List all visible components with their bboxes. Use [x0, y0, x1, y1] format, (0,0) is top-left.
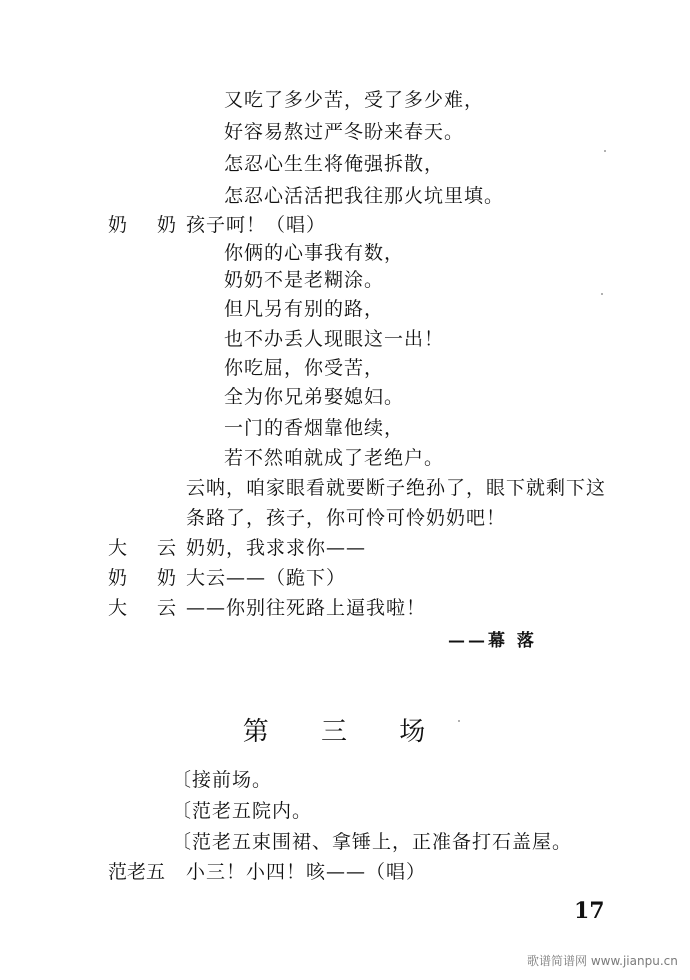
verse-line: 全为你兄弟娶媳妇。 — [224, 386, 405, 408]
speech-line: 奶奶，我求求你—— — [186, 537, 367, 559]
speech-line: 小三！小四！咳——（唱） — [186, 861, 427, 883]
verse-line: 你俩的心事我有数， — [224, 242, 405, 264]
speech-line: 孩子呵！（唱） — [186, 214, 327, 236]
scan-speck — [604, 150, 606, 152]
verse-line: 也不办丢人现眼这一出！ — [224, 328, 445, 350]
scan-speck — [458, 720, 460, 722]
verse-line: 一门的香烟靠他续， — [224, 417, 405, 439]
verse-line: 怎忍心活活把我往那火坑里填。 — [224, 185, 505, 207]
verse-line: 怎忍心生生将俺强拆散， — [224, 153, 445, 175]
page-number: 17 — [574, 898, 605, 924]
verse-line: 好容易熬过严冬盼来春天。 — [224, 121, 465, 143]
speech-line: 大云——（跪下） — [186, 567, 347, 589]
scan-speck — [601, 293, 603, 295]
speaker-label: 奶 奶 — [108, 567, 189, 589]
verse-line: 你吃屈，你受苦， — [224, 357, 385, 379]
prose-line: 条路了，孩子，你可怜可怜奶奶吧！ — [186, 507, 507, 529]
speaker-label: 大 云 — [108, 537, 189, 559]
watermark: 歌谱简谱网 www.jianpu.cn — [527, 954, 678, 968]
verse-line: 奶奶不是老糊涂。 — [224, 269, 385, 291]
verse-line: 若不然咱就成了老绝户。 — [224, 447, 445, 469]
scene-title: 第 三 场 — [242, 717, 448, 747]
stage-direction: 〔范老五束围裙、拿锤上，正准备打石盖屋。 — [172, 831, 573, 853]
speaker-label: 奶 奶 — [108, 214, 189, 236]
stage-direction: 〔接前场。 — [172, 769, 273, 791]
speech-line: ——你别往死路上逼我啦！ — [186, 597, 427, 619]
curtain-direction: ——幕 落 — [448, 631, 537, 651]
speaker-label: 范老五 — [108, 861, 166, 883]
verse-line: 但凡另有别的路， — [224, 298, 385, 320]
prose-line: 云呐，咱家眼看就要断子绝孙了，眼下就剩下这 — [186, 477, 607, 499]
verse-line: 又吃了多少苦，受了多少难， — [224, 89, 485, 111]
stage-direction: 〔范老五院内。 — [172, 800, 313, 822]
speaker-label: 大 云 — [108, 597, 189, 619]
